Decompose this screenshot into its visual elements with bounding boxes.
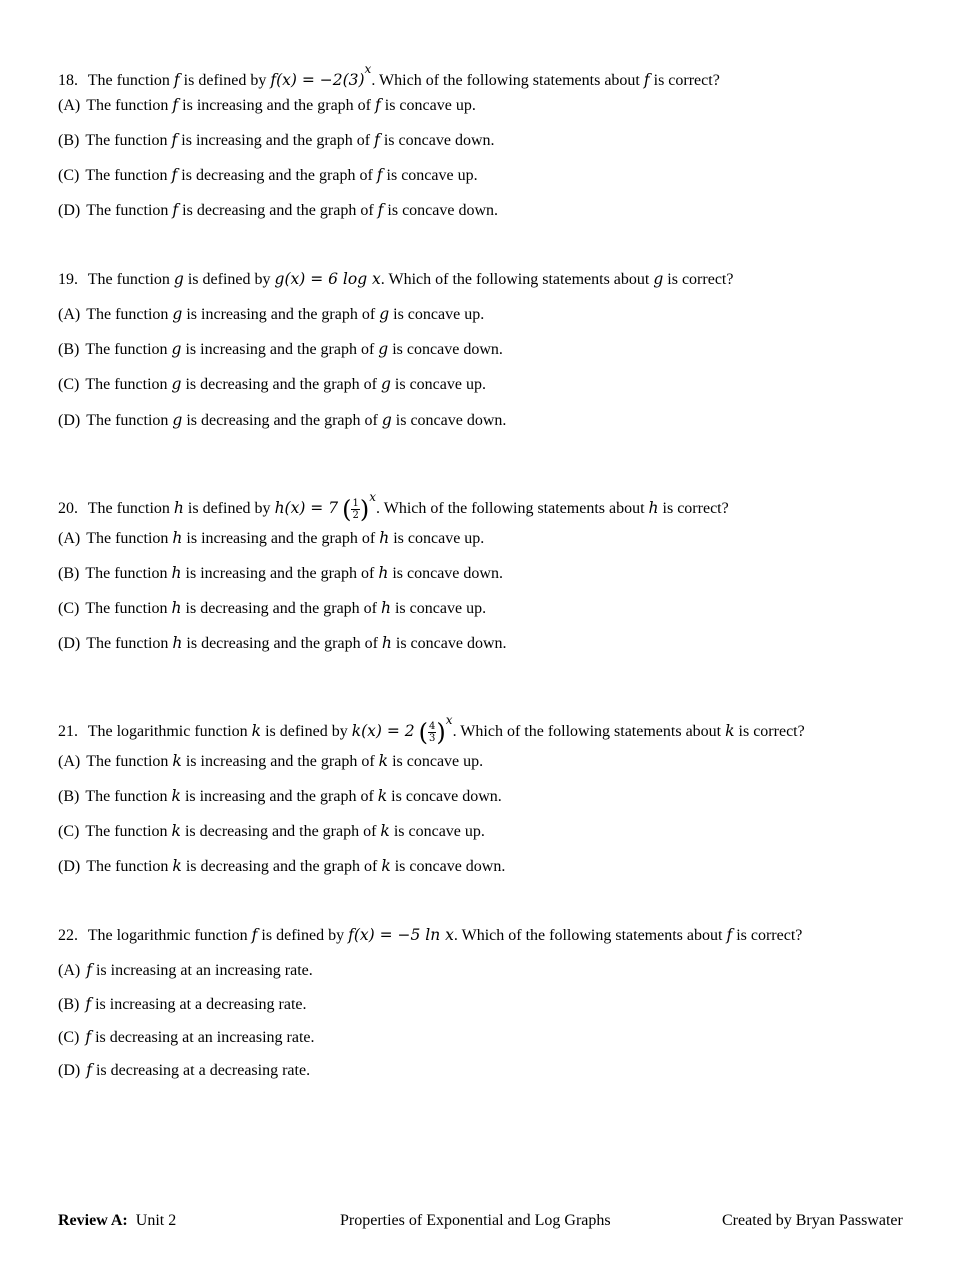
question-20-stem: 20. The function h is defined by h(x) = 7 ( $\frac{1}{2}$ )$^x$. Which of the following statements about h is correct?: [58, 490, 729, 524]
question-20-option-b: (B) The function h is increasing and the graph of h is concave down.: [58, 564, 503, 582]
footer-topic-title: Properties of Exponential and Log Graphs: [340, 1212, 611, 1229]
question-19-option-d: (D) The function g is decreasing and the graph of g is concave down.: [58, 411, 507, 429]
question-21-option-b: (B) The function k is increasing and the graph of k is concave down.: [58, 787, 502, 805]
question-20-expression: h(x) = 7: [274, 499, 339, 517]
question-21-stem: 21. The logarithmic function k is defined by k(x) = 2 ( $\frac{4}{3}$ )$^x$. Which of the following statements about k is correct?: [58, 713, 805, 747]
question-22-option-c: (C) f is decreasing at an increasing rate.: [58, 1028, 315, 1046]
question-21-expression: k(x) = 2: [351, 722, 415, 740]
question-21-fraction: $\frac{4}{3}$: [429, 720, 436, 744]
question-20-fraction: $\frac{1}{2}$: [352, 497, 359, 521]
footer-author-credit: Created by Bryan Passwater: [722, 1212, 903, 1229]
question-19-expression: g(x) = 6 log x: [274, 270, 381, 288]
question-18-option-a: (A) The function f is increasing and the graph of f is concave up.: [58, 96, 476, 114]
question-22-option-b: (B) f is increasing at a decreasing rate.: [58, 995, 307, 1013]
question-20-option-c: (C) The function h is decreasing and the graph of h is concave up.: [58, 599, 487, 617]
question-18-option-d: (D) The function f is decreasing and the graph of f is concave down.: [58, 201, 499, 219]
question-19-stem: 19. The function g is defined by g(x) = 6 log x. Which of the following statements about g is correct?: [58, 270, 734, 288]
question-21-option-a: (A) The function k is increasing and the graph of k is concave up.: [58, 752, 484, 770]
question-18-option-c: (C) The function f is decreasing and the graph of f is concave up.: [58, 166, 478, 184]
question-19-option-c: (C) The function g is decreasing and the graph of g is concave up.: [58, 375, 486, 393]
question-22-expression: f(x) = −5 ln x: [348, 926, 454, 944]
question-18-option-b: (B) The function f is increasing and the graph of f is concave down.: [58, 131, 495, 149]
question-20-option-d: (D) The function h is decreasing and the graph of h is concave down.: [58, 634, 507, 652]
question-21-option-c: (C) The function k is decreasing and the graph of k is concave up.: [58, 822, 485, 840]
question-18-stem: 18. The function f is defined by $f(x) = -2(3)^x$. Which of the following statements about f is correct?: [58, 62, 720, 89]
question-21-option-d: (D) The function k is decreasing and the graph of k is concave down.: [58, 857, 506, 875]
question-19-option-b: (B) The function g is increasing and the graph of g is concave down.: [58, 340, 503, 358]
question-20-option-a: (A) The function h is increasing and the graph of h is concave up.: [58, 529, 485, 547]
question-22-option-a: (A) f is increasing at an increasing rate.: [58, 961, 313, 979]
footer-review-label: Review A: Unit 2: [58, 1212, 177, 1229]
question-19-option-a: (A) The function g is increasing and the graph of g is concave up.: [58, 305, 485, 323]
question-18-expression: f(x) = −2(3): [270, 71, 365, 89]
question-22-stem: 22. The logarithmic function f is defined by f(x) = −5 ln x. Which of the following statements about f is correct?: [58, 926, 803, 944]
question-22-option-d: (D) f is decreasing at a decreasing rate.: [58, 1061, 311, 1079]
